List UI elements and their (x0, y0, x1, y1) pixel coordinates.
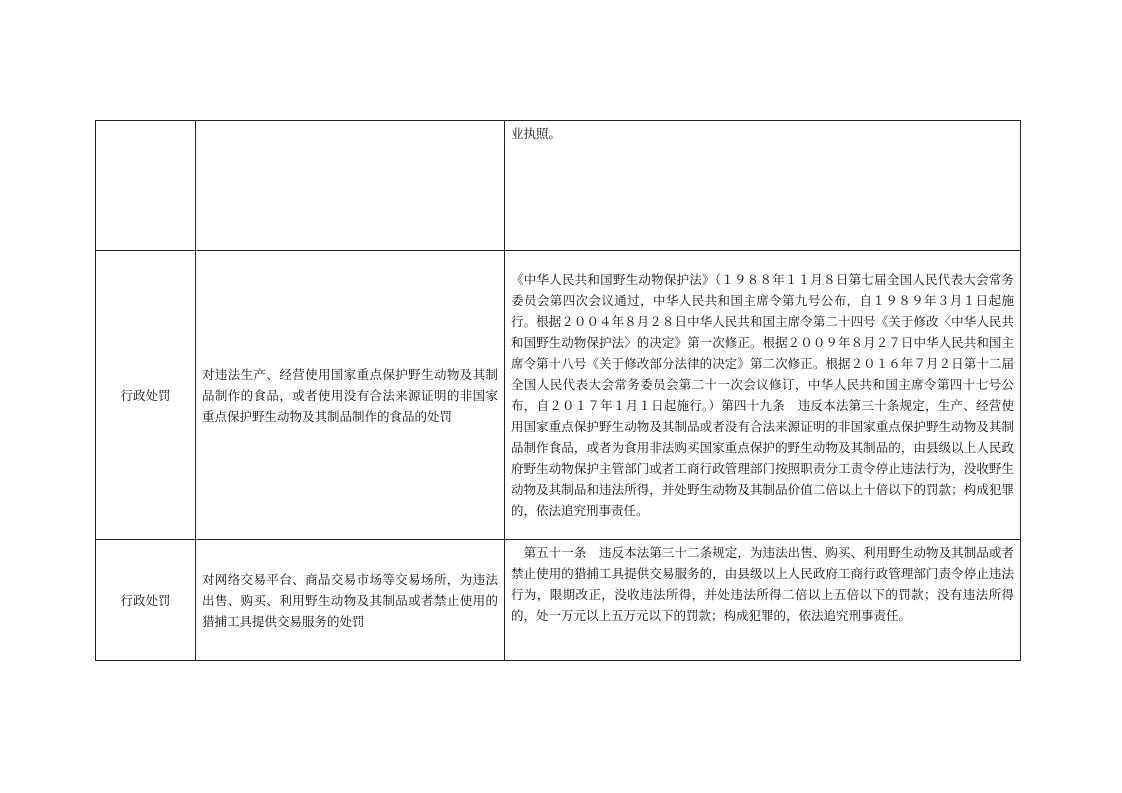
table-row (96, 540, 1021, 661)
penalty-item-cell: 对网络交易平台、商品交易市场等交易场所，为违法出售、购买、利用野生动物及其制品或者禁止使用的猎捕工具提供交易服务的处罚 (196, 540, 505, 661)
penalty-item-cell (196, 121, 505, 251)
penalty-table (95, 120, 1021, 661)
legal-basis-cell: 第五十一条 违反本法第三十二条规定，为违法出售、购买、利用野生动物及其制品或者禁止使用的猎捕工具提供交易服务的，由县级以上人民政府工商行政管理部门责令停止违法行为，限期改正，没收违法所得，并处违法所得二倍以上五倍以下的罚款；没有违法所得的，处一万元以上五万元以下的罚款；构成犯罪的，依法追究刑事责任。 (505, 540, 1021, 661)
penalty-type-cell: 行政处罚 (96, 540, 196, 661)
penalty-item-cell: 对违法生产、经营使用国家重点保护野生动物及其制品制作的食品，或者使用没有合法来源证明的非国家重点保护野生动物及其制品制作的食品的处罚 (196, 251, 505, 540)
table-row (96, 251, 1021, 540)
table-row (96, 121, 1021, 251)
penalty-type-cell (96, 121, 196, 251)
legal-basis-cell: 业执照。 (505, 121, 1021, 251)
legal-basis-cell: 《中华人民共和国野生动物保护法》（１９８８年１１月８日第七届全国人民代表大会常务委员会第四次会议通过，中华人民共和国主席令第九号公布，自１９８９年３月１日起施行。根据２００４年８月２８日中华人民共和国主席令第二十四号《关于修改〈中华人民共和国野生动物保护法〉的决定》第一次修正。根据２００９年８月２７日中华人民共和国主席令第十八号《关于修改部分法律的决定》第二次修正。根据２０１６年７月２日第十二届全国人民代表大会常务委员会第二十一次会议修订，中华人民共和国主席令第四十七号公布，自２０１７年１月１日起施行。）第四十九条 违反本法第三十条规定，生产、经营使用国家重点保护野生动物及其制品或者没有合法来源证明的非国家重点保护野生动物及其制品制作食品，或者为食用非法购买国家重点保护的野生动物及其制品的，由县级以上人民政府野生动物保护主管部门或者工商行政管理部门按照职责分工责令停止违法行为，没收野生动物及其制品和违法所得，并处野生动物及其制品价值二倍以上十倍以下的罚款；构成犯罪的，依法追究刑事责任。 (505, 251, 1021, 540)
penalty-type-cell: 行政处罚 (96, 251, 196, 540)
